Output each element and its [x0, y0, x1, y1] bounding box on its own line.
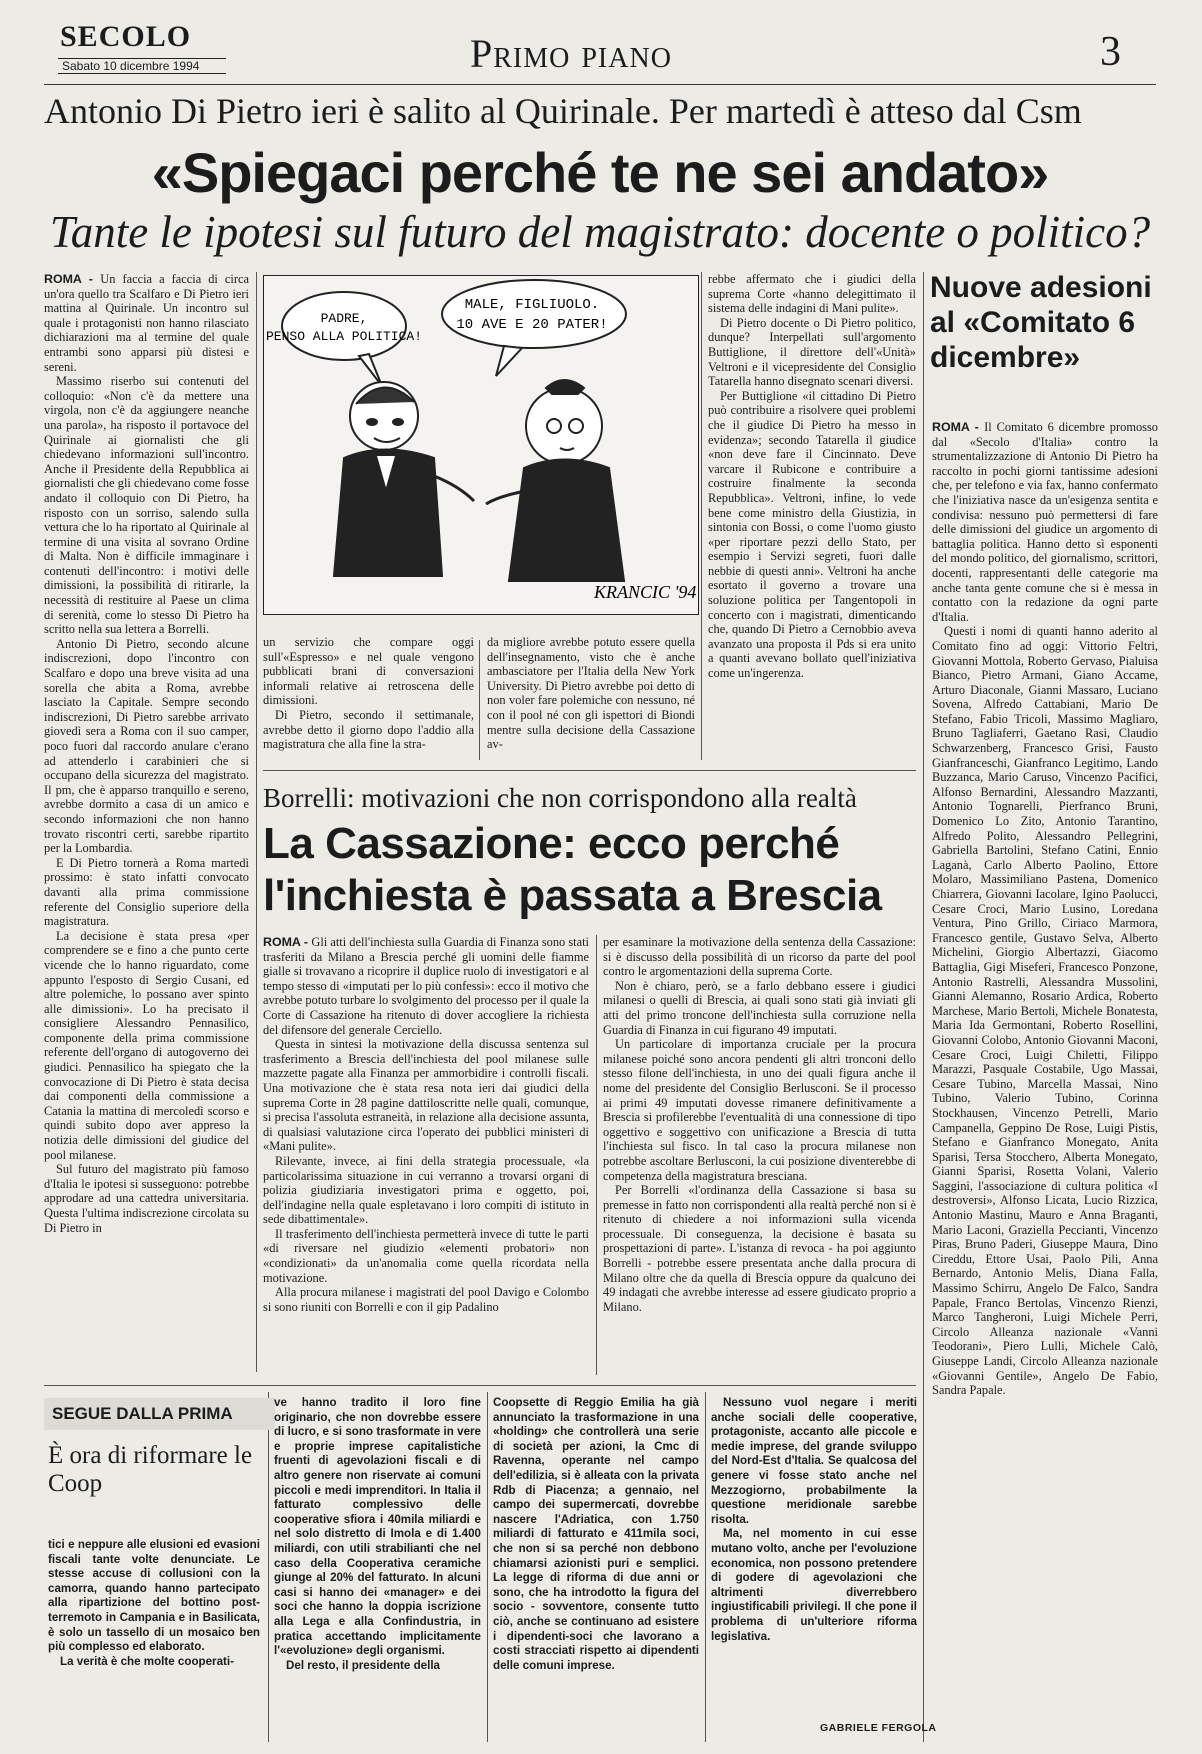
paragraph: Un faccia a faccia di circa un'ora quello tra Scalfaro e Di Pietro ieri mattina al Quirinale. Un incontro sul quale i protagonisti non hanno rilasciato dichiarazioni ma al termine del quale entrambi sono apparsi più distesi e sereni. [44, 272, 249, 374]
column-rule [701, 272, 702, 760]
paragraph: ve hanno tradito il loro fine originario, che non dovrebbe essere di lucro, e si sono trasformate in vere e proprie imprese capitalistiche fruenti di agevolazioni fiscali e di altro genere non riservate ai comuni piccoli e medi imprenditori. In Italia il fatturato complessivo delle cooperative sfiora i 40mila miliardi e nel solo distretto di Imola e di 1.400 miliardi, con utili strabilianti che nel caso della Cooperativa ceramiche giunge al 20% del fatturato. In alcuni casi si hanno dei «manager» e dei soci che hanno la doppia iscrizione alla Lega e alla Confindustria, in pratica accettando implicitamente l'«evoluzione» degli organismi. [274, 1396, 481, 1658]
main-story-column-1 [44, 272, 249, 1372]
paragraph: E Di Pietro tornerà a Roma martedì prossimo: è stato infatti convocato davanti alla prima commissione referente del Consiglio superiore della magistratura. [44, 855, 249, 929]
cartoon-text-right-2: 10 AVE E 20 PATER! [456, 317, 608, 333]
paragraph: Il trasferimento dell'inchiesta permetterà invece di tutte le parti «di riversare nel giudizio «elementi probatori» non «condizionati» da un'anomalia come quella ricordata nella motivazione. [263, 1226, 589, 1285]
segue-label: SEGUE DALLA PRIMA [44, 1398, 275, 1430]
paragraph: Del resto, il presidente della [286, 1658, 440, 1672]
cartoonist-signature: KRANCIC '94 [594, 582, 697, 602]
paragraph: Sul futuro del magistrato più famoso d'Italia le ipotesi si susseguono: potrebbe approdare ad una cattedra universitaria. Questa l'ultima indiscrezione circolata su Di Pietro in [44, 1162, 249, 1235]
paragraph: Per Borrelli «l'ordinanza della Cassazione si basa su premesse in fatto non corrispondenti alla realtà perché non si è ritenuto di chiedere a noi informazioni sulla vicenda processuale. Di conseguenza, la decisione è basata su prospettazioni di parte». L'istanza di revoca - ha poi aggiunto Borrelli - potrebbe essere presentata anche dalla procura di Milano oltre che da quella di Brescia oppure da qualcuno dei 49 indagati che avrebbe interesse ad essere giudicato proprio a Milano. [603, 1183, 916, 1314]
paragraph: Per Buttiglione «il cittadino Di Pietro può contribuire a risolvere quei problemi che il giudice Di Pietro ha messo in evidenza»; secondo Tatarella il giudice «non deve fare il Cincinnato. Deve varcare il Rubicone e contribuire a costruire finalmente la seconda Repubblica». Veltroni, infine, lo vede bene come ministro della Giustizia, in sintonia con Bossi, o come l'uomo giusto «per riportare pezzi dello Stato, per esempio i Servizi segreti, fuori dalle nebbie di questi anni». Veltroni ha anche esortato il governo a trovare una soluzione politica per Tangentopoli in concerto con i magistrati, dimenticando che, quando Di Pietro a Cernobbio aveva avanzato una proposta il Pds si era unito a quanti avevano bollato quell'iniziativa come un'ingerenza. [708, 388, 916, 681]
paragraph: Di Pietro docente o Di Pietro politico, dunque? Interpellati sull'argomento Buttiglione, il direttore dell'«Unità» Veltroni e il vicepresidente del Consiglio Tatarella hanno disegnato scenari diversi. [708, 315, 916, 389]
issue-date: Sabato 10 dicembre 1994 [58, 58, 226, 74]
column-rule [256, 272, 257, 1372]
story-separator [263, 770, 916, 771]
paragraph: Rilevante, invece, ai fini della strategia processuale, «la particolarissima situazione in cui verranno a trovarsi organi di polizia giudiziaria investigatori prima e oggetto, poi, dell'indagine nella quale espletavano i loro compiti di istituto in sede dibattimentale». [263, 1153, 589, 1227]
main-subhead: Tante le ipotesi sul futuro del magistrato: docente o politico? [49, 207, 1151, 257]
paragraph: Ma, nel momento in cui esse mutano volto, anche per l'evoluzione economica, non possono pretendere di godere di agevolazioni che altrimenti diverrebbero ingiustificabili privilegi. Il che pone il problema di un'ulteriore riforma legislativa. [711, 1527, 917, 1643]
cartoon-text-left-2: PENSO ALLA POLITICA! [265, 329, 423, 344]
paragraph: Gli atti dell'inchiesta sulla Guardia di Finanza sono stati trasferiti da Milano a Brescia perché gli uomini delle fiamme gialle si trovavano a ricoprire il duplice ruolo di investigatori e al tempo stesso di «imputati per lo più confessi»: ecco il motivo che avrebbe potuto turbare lo svolgimento del processo per il quale la Corte di Cassazione ha ritenuto di dover accogliere la richiesta del difensore del generale Cerciello. [263, 935, 589, 1037]
paragraph: Alla procura milanese i magistrati del pool Davigo e Colombo si sono riuniti con Borrelli e con il gip Padalino [263, 1285, 589, 1314]
borrelli-column-1 [263, 935, 589, 1375]
paragraph: Questi i nomi di quanti hanno aderito al Comitato fino ad oggi: Vittorio Feltri, Giovanni Mottola, Roberto Gervaso, Pialuisa Bianco, Pietro Armani, Giano Accame, Arturo Diaconale, Gianni Massaro, Luciano Sovena, Alfredo Cattabiani, Mario De Stefano, Fabio Tricoli, Massimo Magliaro, Bruno Tagliaferri, Gaetano Rasi, Claudio Schwarzenberg, Francesco Grisi, Fausto Gianfranceschi, Gianfranco Legitimo, Lando Buzzanca, Mario Caruso, Vincenzo Pacifici, Alfonso Bernardini, Alessandro Mazzanti, Antonio Tognarelli, Pierfranco Bruni, Domenico Lo Zito, Antonio Tarantino, Alfredo Polito, Alessandro Pellegrini, Gabriella Bartolini, Stefano Catini, Ennio Laganà, Carlo Alberto Paolino, Ettore Molaro, Massimiliano Pastena, Domenico Chiarrera, Giovanni Iacolare, Igino Paolucci, Cesare Croci, Mario Lusino, Loredana Ventura, Pino Grillo, Ciriaco Marmora, Francesco gentile, Gustavo Selva, Alberto Michelini, Giorgio Albertazzi, Giacomo Battaglia, Gigi Miseferi, Francesco Ponzone, Antonio Rastrelli, Alessandra Mussolini, Gianni Alemanno, Rosario Ardica, Roberto Marchese, Mario Bertoli, Michele Bonatesta, Maria Ida Germontani, Roberto Rosellini, Giovanni Colobo, Antonio Giovanni Maconi, Cesare Croci, Luigi Chiletti, Filippo Marazzi, Pasquale Costabile, Ugo Massai, Cesare Tubino, Marcella Massai, Nino Tubino, Valerio Tubino, Corinna Stockhausen, Vincenzo Petrelli, Mario Campanella, Geppino De Rose, Luigi Pistis, Stefano e Gianfranco Monegato, Anita Sparisi, Tersa Stocchero, Alberta Monegato, Gianni Sparisi, Rosetta Volani, Valerio Saggini, l'associazione di cultura politica «I destroversi», Alfonso Licata, Lucio Rizzica, Antonio Mastinu, Mauro e Anna Braganti, Mario Laconi, Graziella Peccianti, Vincenzo Piras, Bruno Paderi, Giuseppe Maura, Dino Cireddu, Ettore Usai, Paolo Pili, Anna Bernardo, Antonio Melis, Diana Falla, Massimo Schirru, Angelo De Falco, Sandra Papale, Franco Bertolas, Vincenzo Rienzi, Marco Tangheroni, Luigi Michele Perri, Circolo Alleanza nazionale «Vanni Teodorani», Piero Lulli, Michele Calò, Giuseppe Landi, Circolo Alleanza nazionale «Giovanni Gentile», Angelo De Fabio, Sandra Papale. [932, 624, 1158, 1398]
paragraph: La decisione è stata presa «per comprendere se e fino a che punto certe vicende che lo hanno riguardato, come appunto l'esposto di Sergio Cusani, ed altre polemiche, lo possano aver spinto alle dimissioni». Lo ha precisato il consigliere Alessandro Pennasilico, componente della prima commissione referente dell'organo di autogoverno dei giudici. Pennasilico ha spiegato che la convocazione di Di Pietro è stata decisa dai componenti della commissione a Catania la mattina di mercoledì scorso e quindi subito dopo aver appreso la notizia delle dimissioni del giudice del pool milanese. [44, 928, 249, 1162]
cartoon-drawing [264, 276, 698, 614]
column-rule [705, 1392, 706, 1742]
paragraph: Massimo riserbo sui contenuti del colloquio: «Non c'è da mettere una virgola, non c'è da aggiungere neanche una parola», ha risposto il portavoce del Quirinale ai giornalisti che gli chiedevano informazioni sull'incontro. Anche il Presidente della Repubblica ai giornalisti che gli chiedevano come fosse andato il colloquio con Di Pietro, ha risposto con un sorriso, salendo sulla vettura che lo ha riportato al Quirinale al termine di una visita al sovrano Ordine di Malta. Non è difficile immaginare i contenuti dell'incontro: i motivi delle dimissioni, la possibilità di ritirarle, la necessità di restituire al Paese un clima di serenità, come lo stesso Di Pietro ha scritto nella sua lettera a Borrelli. [44, 374, 249, 637]
borrelli-kicker: Borrelli: motivazioni che non corrispondono alla realtà [263, 783, 857, 813]
cartoon-text-right-1: MALE, FIGLIUOLO. [464, 297, 600, 313]
side-story-column [932, 420, 1158, 1745]
column-rule [268, 1392, 269, 1742]
paragraph: rebbe affermato che i giudici della suprema Corte «hanno delegittimato il sistema delle indagini di Mani pulite». [708, 272, 916, 316]
column-rule [596, 935, 597, 1375]
borrelli-headline [263, 818, 943, 922]
main-kicker: Antonio Di Pietro ieri è salito al Quirinale. Per martedì è atteso dal Csm [44, 91, 1082, 131]
paragraph: tici e neppure alle elusioni ed evasioni fiscali tante volte denunciate. Le stesse accuse di collusioni con la camorra, quando hanno partecipato alla ripartizione del bottino post-terremoto in Campania e in Basilicata, è solo un tassello di un mosaico ben più complesso ed elaborato. [48, 1538, 260, 1654]
main-story-column-3 [487, 635, 695, 763]
paragraph: per esaminare la motivazione della sentenza della Cassazione: si è discusso della possibilità di un ricorso da parte del pool contro le argomentazioni della suprema Corte. [603, 935, 916, 979]
borrelli-headline-line-2: l'inchiesta è passata a Brescia [263, 871, 882, 920]
side-story-title: Nuove adesioni al «Comitato 6 dicembre» [930, 271, 1152, 374]
segue-column-3 [493, 1396, 699, 1743]
paragraph: Nessuno vuol negare i meriti anche sociali delle cooperative, protagoniste, accanto alle piccole e medie imprese, del grande sviluppo del Nord-Est d'Italia. Se qualcosa del genere vi fosse stato anche nel Mezzogiorno, probabilmente la questione meridionale sarebbe risolta. [711, 1396, 917, 1526]
paragraph: Il Comitato 6 dicembre promosso dal «Secolo d'Italia» contro la strumentalizzazione di Antonio Di Pietro ha raccolto in pochi giorni tantissime adesioni che, per telefono e via fax, hanno confermato che l'iniziativa nasce da un'esigenza sentita e condivisa: nessuno può permettersi di fare delle dimissioni del giudice un argomento di battaglia politica. Hanno detto sì esponenti del mondo politico, del giornalismo, scrittori, docenti, rappresentanti delle categorie ma anche tanta gente comune che si è messa in contatto con la redazione da ogni parte d'Italia. [932, 420, 1158, 624]
paragraph: Un particolare di importanza cruciale per la procura milanese poiché sono ancora pendenti gli altri tronconi dello stesso filone dell'inchiesta, in uno dei quali figura anche il nome del presidente del Consiglio Berlusconi. Se il processo ai primi 49 imputati dovesse rimanere definitivamente a Brescia si profilerebbe l'eventualità di una connessione di tipo oggettivo e soggettivo con unificazione a Brescia di tutta l'inchiesta sul fisco. In tal caso la procura milanese non potrebbe ascoltare Berlusconi, la cui posizione diventerebbe di competenza della magistratura bresciana. [603, 1037, 916, 1183]
editorial-cartoon [263, 275, 699, 615]
newspaper-logo: SECOLO [60, 20, 192, 53]
segue-column-1 [48, 1538, 260, 1743]
column-rule [479, 640, 480, 760]
cartoon-figure-right [486, 380, 624, 581]
masthead-rule [44, 84, 1156, 85]
section-title: Primo piano [470, 31, 672, 76]
segue-column-2 [274, 1396, 481, 1743]
column-rule [923, 272, 924, 1742]
paragraph: Coopsette di Reggio Emilia ha già annunciato la trasformazione in una «holding» che controllerà una serie di società per azioni, la Cmc di Ravenna, operante nel campo dell'edilizia, si è alleata con la privata Rdb di Piacenza; a gennaio, nel campo dei supermercati, dovrebbe nascere l'Adriatica, con 1.750 miliardi di fatturato e 411mila soci, che non si sa perché non debbono chiamarsi azionisti puri e semplici. La legge di riforma di due anni or sono, che ha introdotto la figura del socio - sovventore, consente tutto ciò, anche se continuano ad esistere i dipendenti-soci che lavorano a costi stracciati rispetto ai dipendenti delle comuni imprese. [493, 1396, 699, 1672]
column-rule [487, 1392, 488, 1742]
paragraph: La verità è che molte cooperati- [60, 1654, 234, 1668]
paragraph: Di Pietro, secondo il settimanale, avrebbe detto il giorno dopo l'addio alla magistratura che alla fine la stra- [263, 707, 474, 752]
paragraph: Antonio Di Pietro, secondo alcune indiscrezioni, dopo l'incontro con Scalfaro e dopo una breve visita ad una sorella che abita a Roma, avrebbe lasciato la Capitale. Sempre secondo indiscrezioni, Di Pietro sarebbe arrivato giovedì sera a Roma con il suo camper, poco fuori dal raccordo anulare c'erano ad attenderlo i carabinieri che si occupano della sicurezza del magistrato. Il pm, che è apparso tranquillo e sereno, avrebbe dormito a casa di un amico e secondo informazioni che non hanno trovato riscontri certi, sarebbe ripartito per la Lombardia. [44, 636, 249, 856]
borrelli-column-2 [603, 935, 916, 1375]
dateline-lead: ROMA - [932, 420, 985, 434]
story-separator [44, 1385, 916, 1386]
page-number: 3 [1100, 29, 1121, 75]
paragraph: Questa in sintesi la motivazione della discussa sentenza sul trasferimento a Brescia dell'inchiesta del pool milanese sulle mazzette pagate alla Finanza per ammorbidire i controlli fiscali. Una motivazione che è stata resa nota ieri dai giudici della suprema Corte in 28 pagine dattiloscritte nelle quali, comunque, si precisa l'assoluta estraneità, in relazione alla decisione assunta, di qualsiasi valutazione circa l'operato dei pubblici ministeri di «Mani pulite». [263, 1037, 589, 1154]
segue-title: È ora di riformare le Coop [48, 1442, 253, 1497]
cartoon-text-left-1: PADRE, [320, 311, 368, 326]
segue-byline: GABRIELE FERGOLA [820, 1722, 937, 1734]
paragraph: Non è chiaro, però, se a farlo debbano essere i giudici milanesi o quelli di Brescia, ai quali sono stati già inviati gli atti del primo troncone dell'inchiesta sulla corruzione nella Guardia di Finanza in cui figurano 49 imputati. [603, 978, 916, 1037]
main-story-column-2 [263, 635, 474, 763]
paragraph: un servizio che compare oggi sull'«Espresso» e nel quale vengono pubblicati brani di conversazioni informali relative ai retroscena delle dimissioni. [263, 635, 474, 708]
dateline-lead: ROMA - [263, 935, 312, 949]
main-headline: «Spiegaci perché te ne sei andato» [151, 141, 1049, 204]
borrelli-headline-line-1: La Cassazione: ecco perché [263, 819, 840, 868]
paragraph: da migliore avrebbe potuto essere quella dell'insegnamento, visto che è anche ambasciatore per l'Italia della New York University. Di Pietro avrebbe poi detto di non voler fare polemiche con nessuno, né con il pool né con gli ispettori di Biondi mentre sulla decisione della Cassazione av- [487, 635, 695, 752]
dateline-lead: ROMA - [44, 272, 101, 286]
segue-column-4 [711, 1396, 917, 1714]
main-story-column-4 [708, 272, 916, 764]
cartoon-figure-left [334, 382, 474, 576]
